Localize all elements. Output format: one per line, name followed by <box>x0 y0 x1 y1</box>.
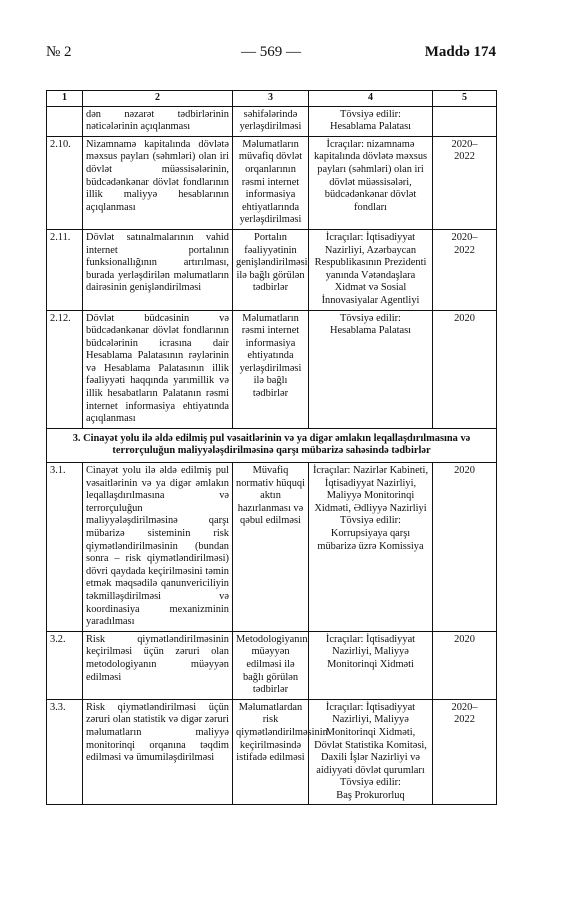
section-title: 3. Cinayət yolu ilə əldə edilmiş pul vəsaitlərinin və ya digər əmlakın leqallaşdırılmasına və terrorçuluğun maliyyələşdirilməsinə qarşı mübarizə sahəsində tədbirlər <box>47 428 497 462</box>
executor-cell: İcraçılar: Nazirlər Kabineti, İqtisadiyyat Nazirliyi, Maliyyə Monitorinqi Xidməti, Ədliyyə Nazirliyi Tövsiyə edilir: Korrupsiyaya qarşı mübarizə üzrə Komissiya <box>309 463 433 632</box>
row-number: 2.10. <box>47 136 83 229</box>
row-number: 2.12. <box>47 310 83 428</box>
mechanism-cell: Portalın fəaliyyətinin genişləndirilməsi ilə bağlı görülən tədbirlər <box>233 229 309 310</box>
measure-cell: Nizamnamə kapitalında dövlətə məxsus payları (səhmləri) olan iri dövlət müəssisələrinin, büdcədənkənar dövlət fondlarının illik maliyyə hesablarının açıqlanması <box>83 136 233 229</box>
row-number <box>47 106 83 136</box>
period-cell: 2020 <box>433 310 497 428</box>
row-number: 3.3. <box>47 699 83 805</box>
table-row <box>47 310 497 428</box>
row-number: 3.2. <box>47 631 83 699</box>
table-row <box>47 631 497 699</box>
period-cell: 2020 <box>433 631 497 699</box>
mechanism-cell: Müvafiq normativ hüquqi aktın hazırlanması və qəbul edilməsi <box>233 463 309 632</box>
measure-cell: dən nəzarət tədbirlərinin nəticələrinin açıqlanması <box>83 106 233 136</box>
column-header-row <box>47 91 497 107</box>
column-header: 4 <box>309 91 433 107</box>
table-row <box>47 463 497 632</box>
measure-cell: Risk qiymətləndirilməsi üçün zəruri olan statistik və digər zəruri məlumatların maliyyə monitorinqi orqanına təqdim edilməsi və ümumiləşdirilməsi <box>83 699 233 805</box>
page-number: — 569 — <box>241 44 301 60</box>
article-label: Maddə 174 <box>424 44 496 60</box>
column-header: 5 <box>433 91 497 107</box>
issue-number: № 2 <box>46 44 72 60</box>
period-cell <box>433 106 497 136</box>
measure-cell: Dövlət satınalmalarının vahid internet portalının funksionallığının artırılması, burada yerləşdirilən məlumatların dairəsinin genişləndirilməsi <box>83 229 233 310</box>
executor-cell: Tövsiyə edilir: Hesablama Palatası <box>309 310 433 428</box>
period-cell: 2020– 2022 <box>433 229 497 310</box>
column-header: 3 <box>233 91 309 107</box>
mechanism-cell: Məlumatların müvafiq dövlət orqanlarının rəsmi internet informasiya ehtiyatlarında yerləşdirilməsi <box>233 136 309 229</box>
table-row <box>47 106 497 136</box>
mechanism-cell: səhifələrində yerləşdirilməsi <box>233 106 309 136</box>
period-cell: 2020– 2022 <box>433 699 497 805</box>
table-row <box>47 136 497 229</box>
executor-cell: Tövsiyə edilir: Hesablama Palatası <box>309 106 433 136</box>
executor-cell: İcraçılar: nizamnamə kapitalında dövlətə məxsus payları (səhmləri) olan iri dövlət müəssisələri, büdcədənkənar dövlət fondları <box>309 136 433 229</box>
mechanism-cell: Məlumatlardan risk qiymətləndirilməsinin keçirilməsində istifadə edilməsi <box>233 699 309 805</box>
executor-cell: İcraçılar: İqtisadiyyat Nazirliyi, Maliyyə Monitorinqi Xidməti <box>309 631 433 699</box>
table-row <box>47 699 497 805</box>
page-header <box>46 44 496 66</box>
column-header: 1 <box>47 91 83 107</box>
measure-cell: Cinayət yolu ilə əldə edilmiş pul vəsaitlərinin və ya digər əmlakın leqallaşdırılmasına və terrorçuluğun maliyyələşdirilməsinə qarşı mübarizə sisteminin risk qiymətləndirilməsinin (bundan sonra – risk qiymətləndirilməsi) dövri qaydada keçirilməsini təmin etmək məqsədilə qanunvericiliyin təkmilləşdirilməsi və koordinasiya mexanizminin yaradılması <box>83 463 233 632</box>
section-heading-row <box>47 428 497 462</box>
mechanism-cell: Məlumatların rəsmi internet informasiya ehtiyatında yerləşdirilməsi ilə bağlı tədbirlər <box>233 310 309 428</box>
period-cell: 2020– 2022 <box>433 136 497 229</box>
action-plan-table <box>46 90 497 805</box>
measure-cell: Risk qiymətləndirilməsinin keçirilməsi üçün zəruri olan metodologiyanın müəyyən edilməsi <box>83 631 233 699</box>
table-row <box>47 229 497 310</box>
mechanism-cell: Metodologiyanın müəyyən edilməsi ilə bağlı görülən tədbirlər <box>233 631 309 699</box>
row-number: 2.11. <box>47 229 83 310</box>
measure-cell: Dövlət büdcəsinin və büdcədənkənar dövlət fondlarının büdcələrinin icrasına dair Hesablama Palatasının rəylərinin və Hesablama Palatasının illik fəaliyyəti haqqında yarımillik və illik hesabatların Palatanın rəsmi internet informasiya ehtiyatında açıqlanması <box>83 310 233 428</box>
executor-cell: İcraçılar: İqtisadiyyat Nazirliyi, Azərbaycan Respublikasının Prezidenti yanında Vətəndaşlara Xidmət və Sosial İnnovasiyalar Agentliyi <box>309 229 433 310</box>
row-number: 3.1. <box>47 463 83 632</box>
column-header: 2 <box>83 91 233 107</box>
executor-cell: İcraçılar: İqtisadiyyat Nazirliyi, Maliyyə Monitorinqi Xidməti, Dövlət Statistika Komitəsi, Daxili İşlər Nazirliyi və aidiyyəti dövlət qurumları Tövsiyə edilir: Baş Prokurorluq <box>309 699 433 805</box>
period-cell: 2020 <box>433 463 497 632</box>
